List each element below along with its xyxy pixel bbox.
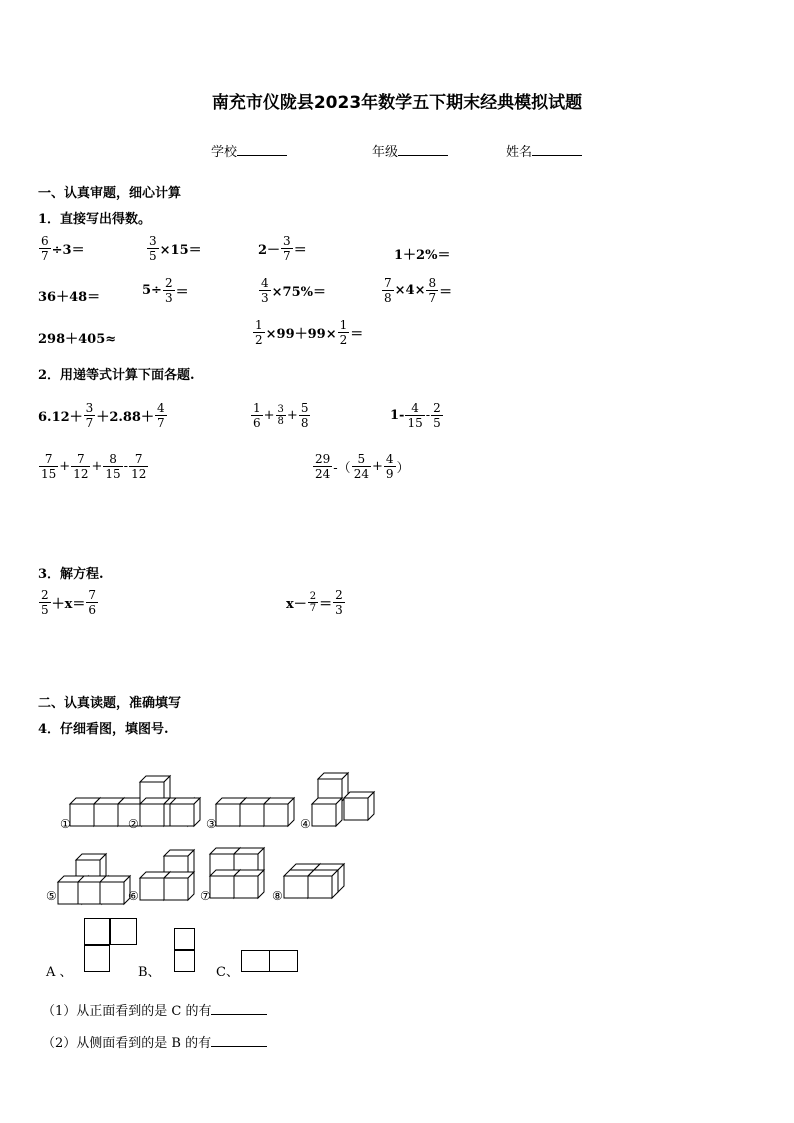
q2-item-c: 1- $\frac{4}{15}$ - $\frac{2}{5}$: [390, 401, 441, 430]
figure-3: [206, 798, 294, 831]
figure-5-label: ⑤: [46, 889, 57, 903]
figure-7-label: ⑦: [200, 889, 211, 903]
figure-8-label: ⑧: [272, 889, 283, 903]
figure-4-label: ④: [300, 817, 311, 831]
grade-field: [372, 141, 448, 160]
figure-4: [300, 773, 374, 831]
q2-item-e: $\frac{29}{24}$ -（ $\frac{5}{24}$ + $\frac{4}{9}$ ）: [315, 452, 410, 481]
q1-item-j: $\frac{1}{2}$ ×99＋99× $\frac{1}{2}$ ＝: [255, 318, 364, 347]
school-label: 学校: [211, 145, 238, 160]
section1-title: 一、认真审题，细心计算: [38, 186, 182, 201]
option-b-shape: [174, 928, 196, 974]
q3-title: 3．解方程.: [38, 567, 104, 582]
q1-item-d: 1＋2%＝: [394, 248, 451, 263]
q4-sub1-text: （1）从正面看到的是 C 的有: [42, 1004, 212, 1019]
option-b-label: B、: [138, 965, 161, 980]
option-c-shape: [241, 950, 299, 974]
figure-6: [128, 850, 194, 903]
q3-item-b: x－ $\frac{2}{7}$ ＝ $\frac{2}{3}$: [286, 588, 343, 617]
page-title: 南充市仪陇县2023年数学五下期末经典模拟试题: [211, 93, 583, 113]
figure-7: [200, 848, 264, 903]
q1-item-b: $\frac{3}{5}$ ×15＝: [149, 234, 202, 263]
q1-item-h: $\frac{7}{8}$ ×4× $\frac{8}{7}$ ＝: [384, 276, 453, 305]
figure-5: [46, 854, 130, 904]
q2-item-d: $\frac{7}{15}$ + $\frac{7}{12}$ + $\frac{8}{15}$ - $\frac{7}{12}$: [41, 452, 147, 481]
figure-3-label: ③: [206, 817, 217, 831]
figure-2-label: ②: [128, 817, 139, 831]
q1-item-f: 5÷ $\frac{2}{3}$ ＝: [142, 276, 189, 305]
q1-item-a: $\frac{6}{7}$ ÷3＝: [41, 234, 85, 263]
q1-item-e: 36＋48＝: [38, 290, 101, 305]
name-field: [506, 141, 582, 160]
q1-item-g: $\frac{4}{3}$ ×75%＝: [261, 276, 326, 305]
school-blank[interactable]: [237, 155, 287, 156]
q2-item-b: $\frac{1}{6}$ + $\frac{3}{8}$ + $\frac{5}{8}$: [253, 401, 309, 430]
school-field: [211, 141, 287, 160]
figure-8: [272, 864, 344, 903]
option-a-shape: [84, 918, 140, 974]
q4-sub2-blank[interactable]: [211, 1046, 267, 1047]
q4-sub2: [42, 1032, 267, 1051]
section2-title: 二、认真读题，准确填写: [38, 696, 182, 711]
q4-title: 4．仔细看图，填图号.: [38, 722, 169, 737]
q3-item-a: $\frac{2}{5}$ ＋x＝ $\frac{7}{6}$: [41, 588, 97, 617]
q1-title: 1．直接写出得数。: [38, 212, 152, 227]
option-c-label: C、: [216, 965, 239, 980]
q2-title: 2．用递等式计算下面各题.: [38, 368, 195, 383]
cube-figures: [40, 760, 400, 910]
q4-sub2-text: （2）从侧面看到的是 B 的有: [42, 1036, 212, 1051]
q1-item-c: 2－ $\frac{3}{7}$ ＝: [258, 234, 307, 263]
name-blank[interactable]: [532, 155, 582, 156]
figure-6-label: ⑥: [128, 889, 139, 903]
q1-item-i: 298＋405≈: [38, 332, 117, 347]
grade-blank[interactable]: [398, 155, 448, 156]
q2-item-a: 6.12＋ $\frac{3}{7}$ ＋2.88＋ $\frac{4}{7}$: [38, 401, 165, 430]
figure-1-label: ①: [60, 817, 71, 831]
q4-sub1: [42, 1000, 267, 1019]
q4-sub1-blank[interactable]: [211, 1014, 267, 1015]
option-a-label: A 、: [46, 965, 73, 980]
name-label: 姓名: [506, 145, 533, 160]
grade-label: 年级: [372, 145, 399, 160]
